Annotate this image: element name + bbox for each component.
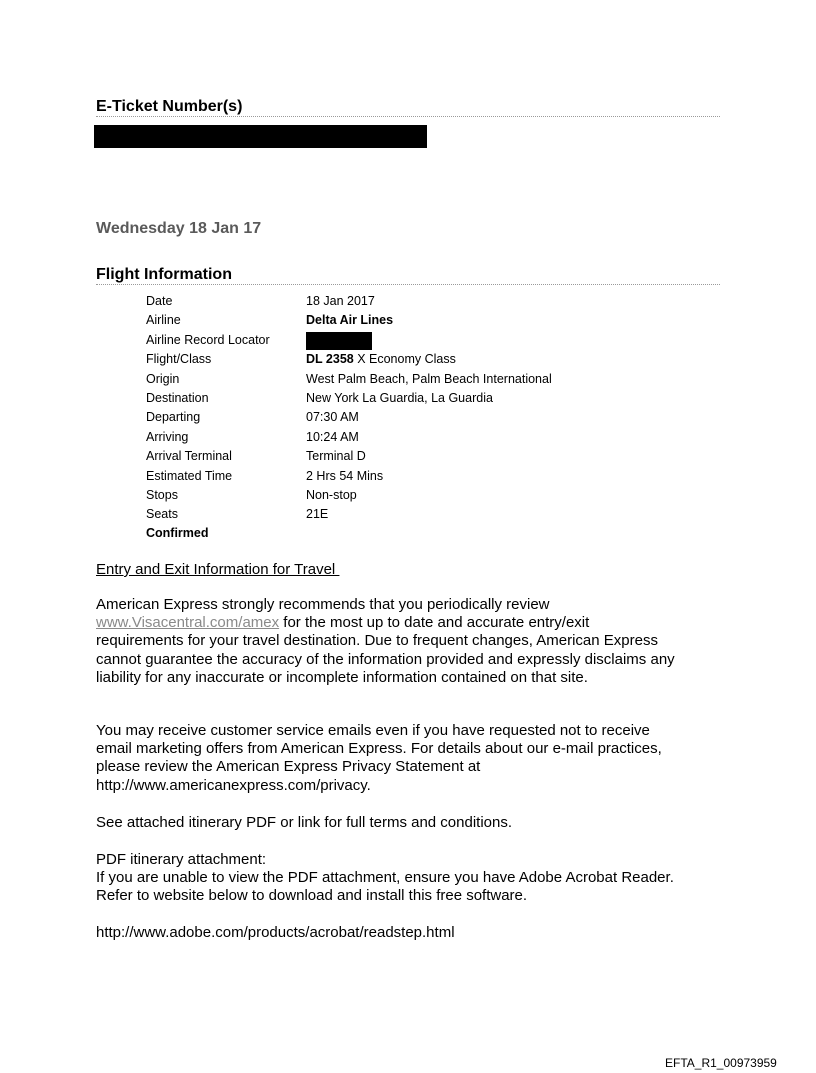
field-value: 10:24 AM — [306, 429, 359, 444]
field-value: New York La Guardia, La Guardia — [306, 391, 493, 406]
paragraph-line: requirements for your travel destination. Due to frequent changes, American Express — [96, 632, 658, 650]
paragraph-line: email marketing offers from American Express. For details about our e-mail practices, — [96, 740, 662, 758]
field-label: Destination — [146, 391, 209, 406]
terms-notice — [96, 814, 736, 832]
field-label: Arrival Terminal — [146, 449, 232, 464]
flight-row-estimated-time — [146, 467, 552, 486]
adobe-url-block — [96, 924, 736, 942]
flight-row-destination — [146, 389, 552, 408]
field-label: Departing — [146, 410, 201, 425]
field-value: Terminal D — [306, 449, 366, 464]
day-heading: Wednesday 18 Jan 17 — [96, 220, 262, 237]
eticket-divider — [96, 116, 720, 117]
paragraph-line: cannot guarantee the accuracy of the information provided and expressly disclaims any — [96, 650, 675, 668]
paragraph-line: PDF itinerary attachment: — [96, 851, 267, 868]
class-text: X Economy Class — [353, 352, 456, 367]
eticket-heading: E-Ticket Number(s) — [96, 98, 243, 115]
flight-row-origin — [146, 370, 552, 389]
field-label: Arriving — [146, 429, 189, 444]
eticket-redaction — [94, 125, 427, 148]
pdf-notice-paragraph — [96, 851, 736, 906]
paragraph-line — [96, 614, 736, 632]
privacy-url: http://www.americanexpress.com/privacy. — [96, 776, 371, 794]
field-label: Estimated Time — [146, 468, 233, 483]
field-value: 18 Jan 2017 — [306, 294, 375, 308]
record-locator-redaction — [306, 332, 372, 350]
flight-row-arrival-terminal — [146, 447, 552, 466]
paragraph-line-rest: for the most up to date and accurate entry/exit — [279, 614, 590, 632]
paragraph-line: please review the American Express Privacy Statement at — [96, 758, 481, 776]
flight-row-departing — [146, 408, 552, 427]
entry-exit-paragraph — [96, 596, 736, 687]
field-label: Origin — [146, 371, 180, 386]
flight-row-class — [146, 350, 552, 369]
flight-number: DL 2358 — [306, 352, 354, 367]
document-id: EFTA_R1_00973959 — [665, 1056, 777, 1070]
email-notice-paragraph — [96, 722, 736, 795]
adobe-url: http://www.adobe.com/products/acrobat/readstep.html — [96, 924, 455, 941]
flight-row-airline — [146, 311, 552, 330]
field-value: Non-stop — [306, 488, 357, 503]
field-label: Airline — [146, 313, 181, 328]
booking-status: Confirmed — [146, 526, 209, 540]
entry-exit-info-link[interactable]: Entry and Exit Information for Travel — [96, 561, 340, 578]
field-label: Seats — [146, 507, 178, 522]
field-value: West Palm Beach, Palm Beach International — [306, 371, 552, 386]
field-value: 07:30 AM — [306, 410, 359, 425]
flight-info-divider — [96, 284, 720, 285]
field-value: 2 Hrs 54 Mins — [306, 468, 384, 483]
paragraph-line: See attached itinerary PDF or link for full terms and conditions. — [96, 814, 513, 831]
flight-row-date — [146, 292, 552, 311]
field-label: Flight/Class — [146, 352, 212, 367]
flight-details-table — [146, 292, 552, 525]
record-locator-value — [306, 331, 552, 350]
visacentral-link[interactable]: www.Visacentral.com/amex — [96, 614, 280, 632]
field-value: 21E — [306, 507, 329, 522]
flight-row-arriving — [146, 428, 552, 447]
flight-row-record-locator — [146, 331, 552, 350]
flight-class-value — [306, 350, 552, 369]
flight-row-seats — [146, 505, 552, 524]
paragraph-line: American Express strongly recommends that you periodically review — [96, 596, 550, 613]
field-label: Airline Record Locator — [146, 332, 270, 347]
flight-info-heading: Flight Information — [96, 266, 232, 283]
flight-row-stops — [146, 486, 552, 505]
field-label: Stops — [146, 488, 178, 503]
paragraph-line: Refer to website below to download and install this free software. — [96, 887, 528, 905]
field-label: Date — [146, 294, 173, 308]
airline-value: Delta Air Lines — [306, 313, 394, 328]
paragraph-line: liability for any inaccurate or incomplete information contained on that site. — [96, 668, 588, 686]
paragraph-line: If you are unable to view the PDF attachment, ensure you have Adobe Acrobat Reader. — [96, 869, 674, 887]
paragraph-line: You may receive customer service emails even if you have requested not to receive — [96, 722, 650, 739]
